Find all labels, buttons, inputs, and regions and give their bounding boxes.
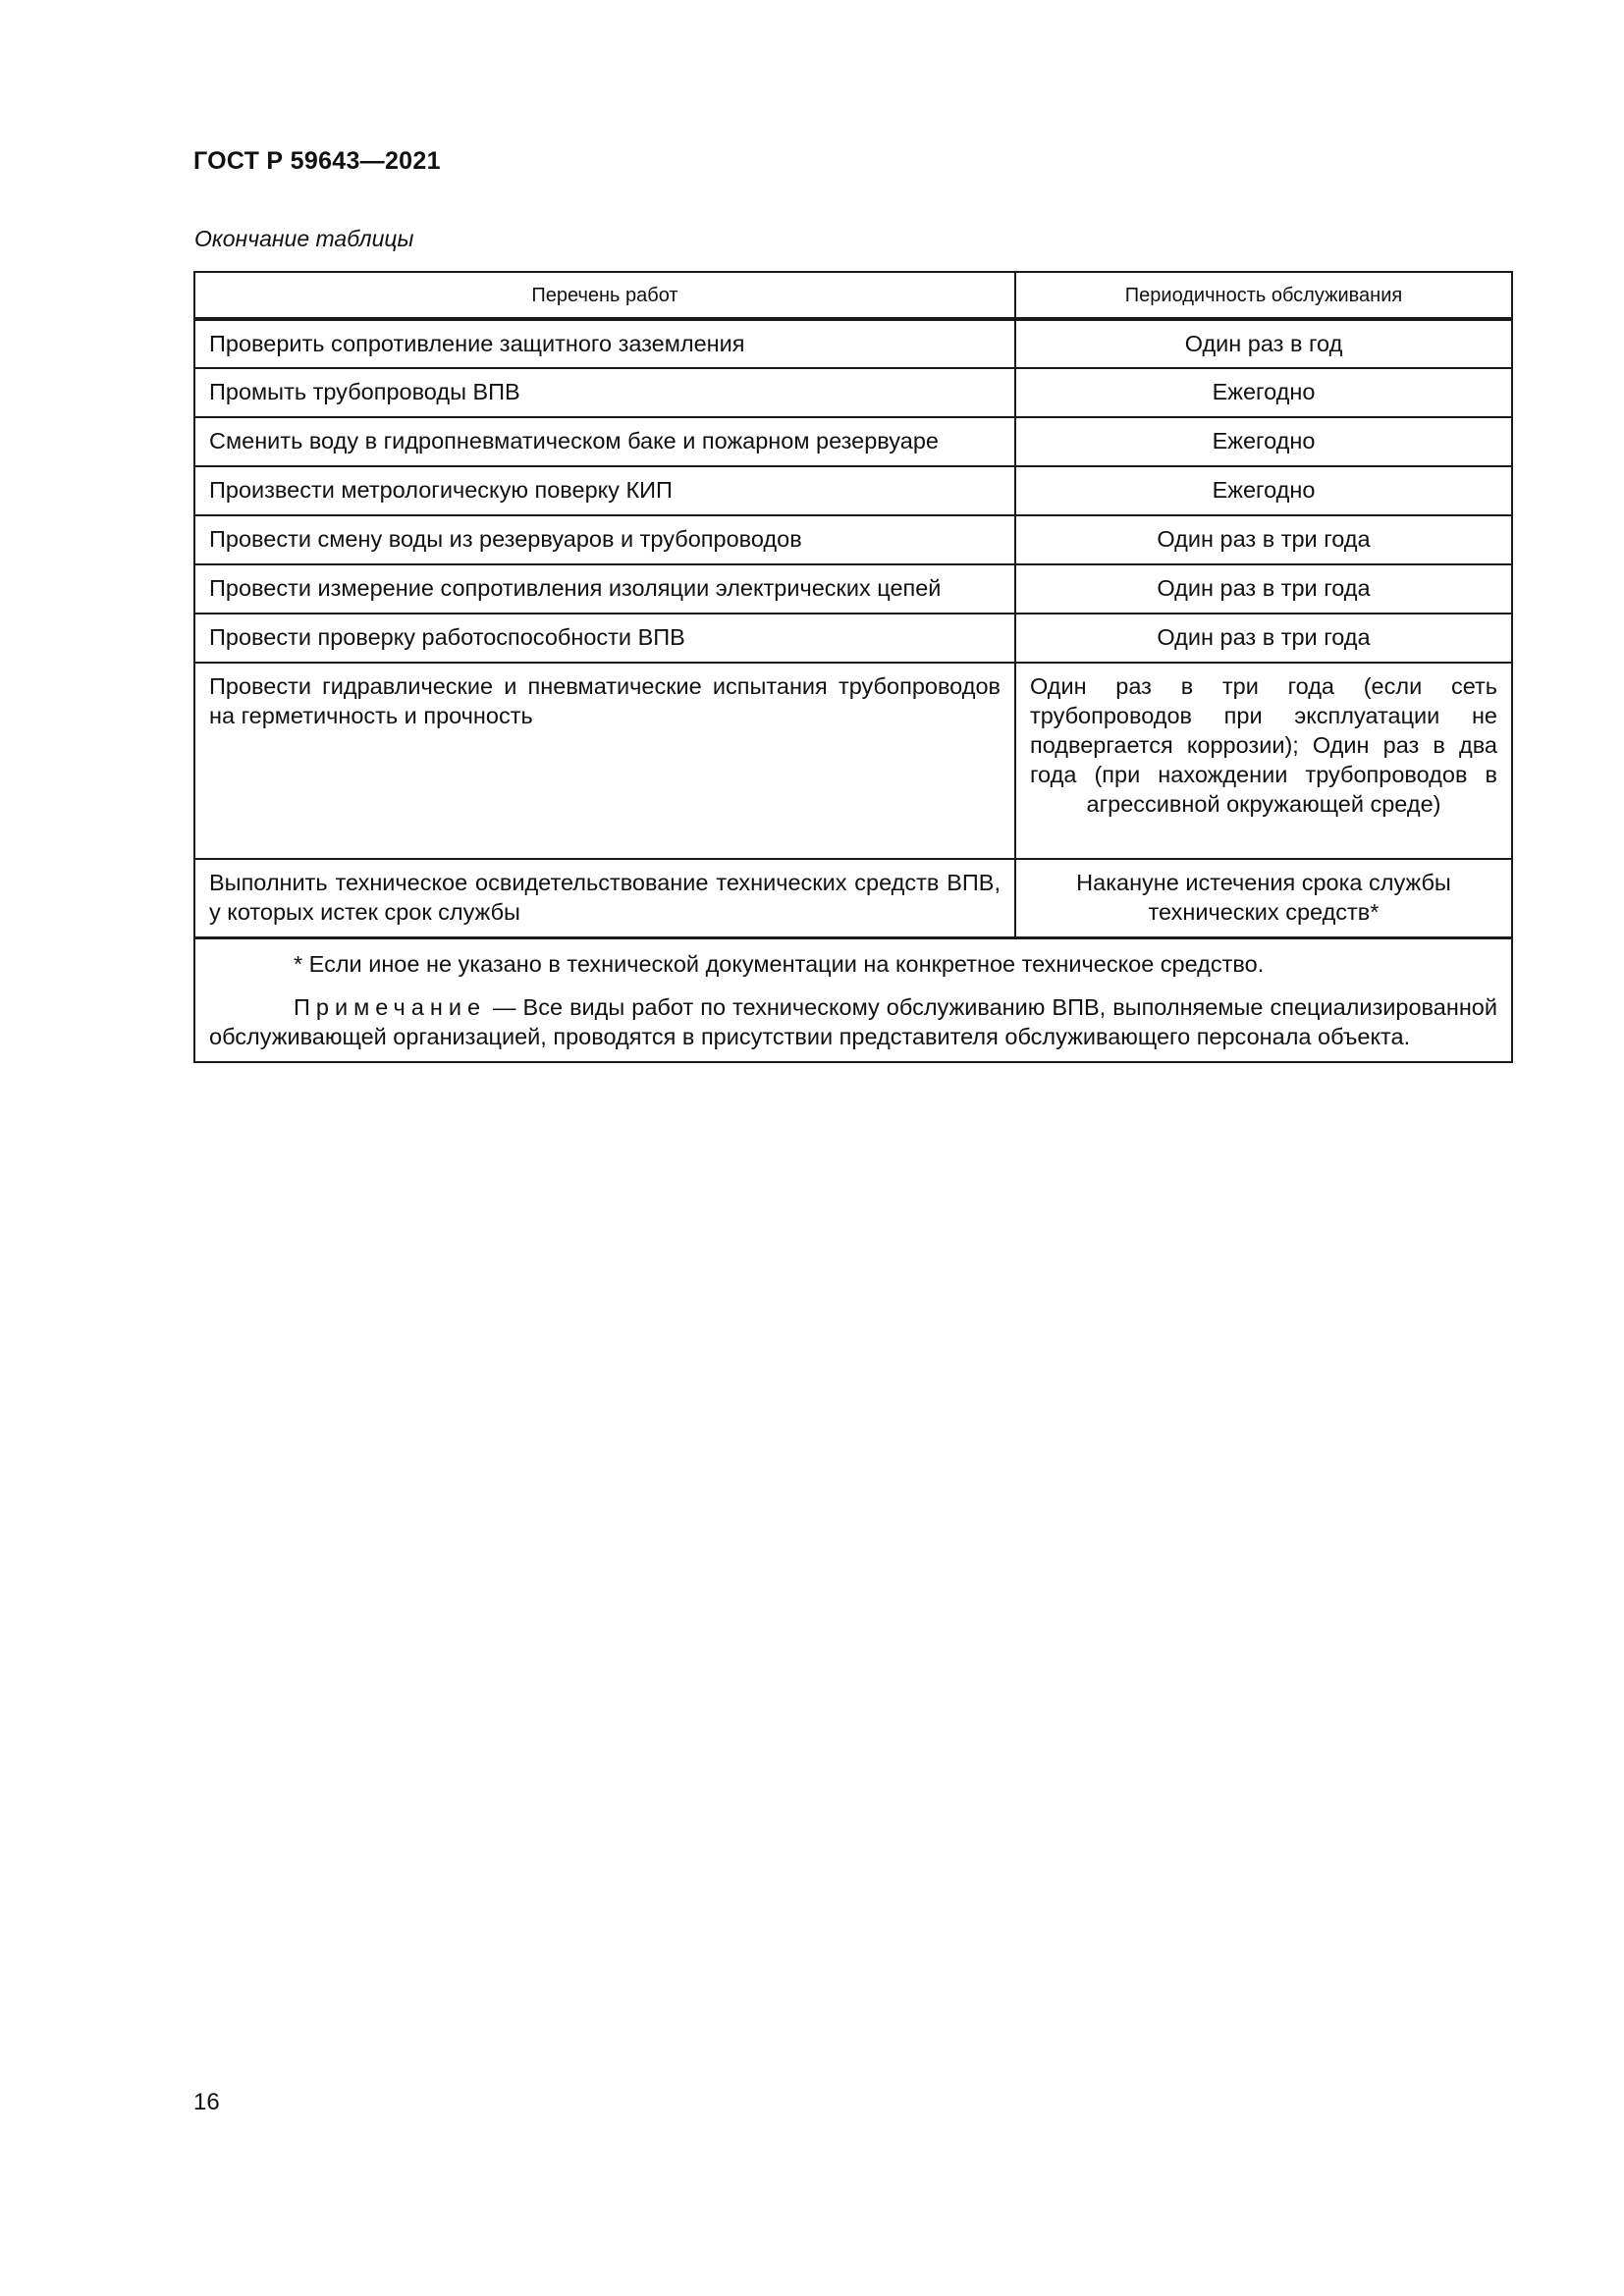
period-cell: Один раз в три года: [1015, 614, 1512, 663]
table-row: [194, 319, 1512, 368]
table-row: [194, 368, 1512, 417]
note-paragraph: [209, 992, 1497, 1051]
period-cell: Ежегодно: [1015, 417, 1512, 466]
period-cell: Один раз в три года: [1015, 564, 1512, 614]
work-cell: Провести проверку работоспособности ВПВ: [194, 614, 1015, 663]
table-row: [194, 417, 1512, 466]
column-header-work: Перечень работ: [194, 272, 1015, 319]
work-cell: Выполнить техническое освидетельствование технических средств ВПВ, у которых истек срок службы: [194, 859, 1015, 937]
footnote-row: [194, 937, 1512, 1062]
footnote-cell: [194, 937, 1512, 1062]
table-header-row: [194, 272, 1512, 319]
table-row: [194, 466, 1512, 515]
work-cell: Произвести метрологическую поверку КИП: [194, 466, 1015, 515]
period-cell: Один раз в три года (если сеть трубопроводов при эксплуатации не подвергается коррозии); Один раз в два года (при нахождении трубопроводов в агрессивной окружающей среде): [1015, 663, 1512, 859]
period-cell: Один раз в три года: [1015, 515, 1512, 564]
table-row: [194, 564, 1512, 614]
work-cell: Проверить сопротивление защитного заземления: [194, 319, 1015, 368]
document-header: ГОСТ Р 59643—2021: [193, 147, 441, 175]
period-cell: Накануне истечения срока службы технических средств*: [1015, 859, 1512, 937]
work-cell: Провести измерение сопротивления изоляции электрических цепей: [194, 564, 1015, 614]
period-cell: Ежегодно: [1015, 368, 1512, 417]
period-cell: Один раз в год: [1015, 319, 1512, 368]
table-row: [194, 614, 1512, 663]
table-caption: Окончание таблицы: [194, 226, 414, 251]
work-cell: Сменить воду в гидропневматическом баке и пожарном резервуаре: [194, 417, 1015, 466]
work-cell: Провести гидравлические и пневматические испытания трубопроводов на герметичность и прочность: [194, 663, 1015, 859]
work-cell: Промыть трубопроводы ВПВ: [194, 368, 1015, 417]
table-row: [194, 515, 1512, 564]
page-number: 16: [193, 2089, 220, 2115]
note-label: Примечание: [294, 993, 487, 1020]
work-cell: Провести смену воды из резервуаров и трубопроводов: [194, 515, 1015, 564]
period-cell: Ежегодно: [1015, 466, 1512, 515]
table-row: [194, 859, 1512, 937]
footnote-text: * Если иное не указано в технической документации на конкретное техническое средство.: [294, 950, 1265, 977]
table-row: [194, 663, 1512, 859]
note-text: — Все виды работ по техническому обслуживанию ВПВ, выполняемые специализированной обслуживающей организацией, проводятся в присутствии представителя обслуживающего персонала объекта.: [209, 993, 1497, 1049]
maintenance-table: [193, 271, 1513, 1063]
column-header-period: Периодичность обслуживания: [1015, 272, 1512, 319]
